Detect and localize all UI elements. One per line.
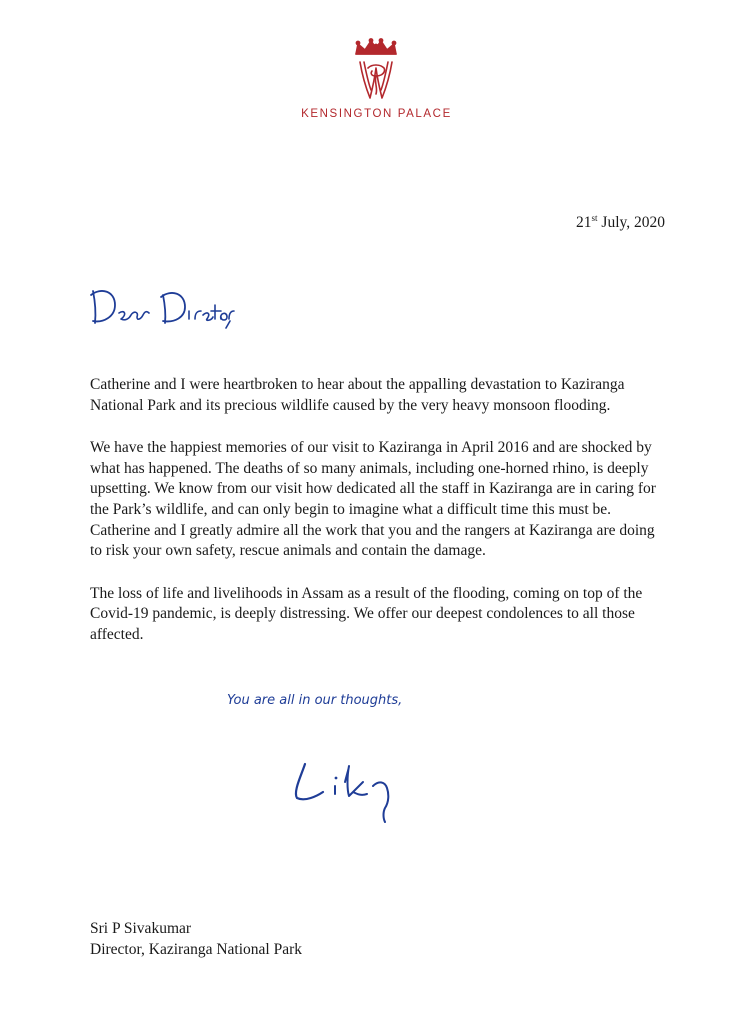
closing-text: You are all in our thoughts, (227, 693, 403, 708)
body-paragraph-1: Catherine and I were heartbroken to hear about the appalling devastation to Kaziranga National Park and its precious wildlife caused by the very heavy monsoon flooding. (90, 376, 625, 414)
recipient-block (90, 919, 302, 960)
date-suffix: st (591, 212, 598, 223)
recipient-title: Director, Kaziranga National Park (90, 940, 302, 958)
body-paragraph-2: We have the happiest memories of our visit to Kaziranga in April 2016 and are shocked by what has happened. The deaths of so many animals, including one-horned rhino, is deeply upsetting. We know from our visit how dedicated all the staff in Kaziranga are in caring for the Park’s wildlife, and can only begin to imagine what a difficult time this must be. Catherine and I greatly admire all the work that you and the rangers at Kaziranga are doing to risk your own safety, rescue animals and contain the damage. (90, 439, 656, 560)
recipient-name: Sri P Sivakumar (90, 920, 192, 937)
signature (283, 752, 423, 832)
royal-cypher-crown-icon (348, 38, 404, 104)
letter-date (576, 214, 665, 232)
letter-body (90, 375, 670, 668)
handwritten-greeting (85, 283, 235, 331)
palace-name: KENSINGTON PALACE (301, 108, 452, 120)
date-rest: July, 2020 (597, 214, 665, 231)
handwritten-closing (225, 684, 477, 714)
date-day: 21 (576, 214, 592, 231)
body-paragraph-3: The loss of life and livelihoods in Assam as a result of the flooding, coming on top of the Covid-19 pandemic, is deeply distressing. We offer our deepest condolences to all those affected. (90, 584, 643, 643)
